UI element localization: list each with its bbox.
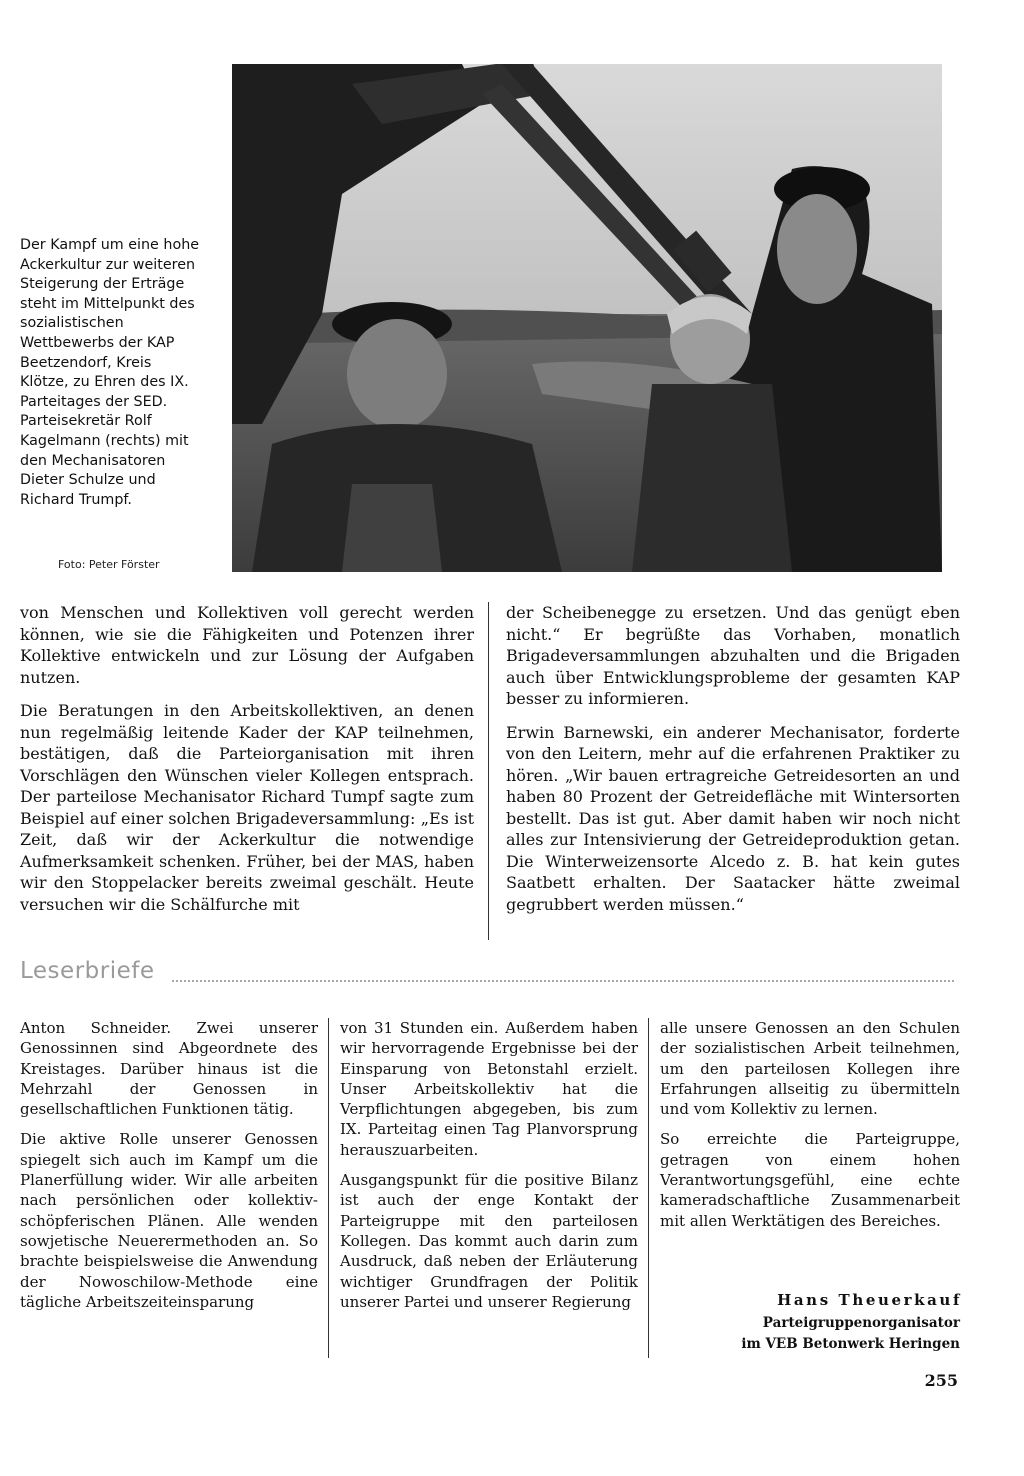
- letter-paragraph: Anton Schneider. Zwei unserer Genossinnen sind Abgeordnete des Kreistages. Darüber hinaus ist die Mehrzahl der Genossen in gesellschaftlichen Funktionen tätig.: [20, 1019, 318, 1119]
- page-number: 255: [924, 1371, 958, 1390]
- article-column-right: [506, 602, 960, 915]
- article-right-paragraph: der Scheibenegge zu ersetzen. Und das genügt eben nicht.“ Er begrüßte das Vorhaben, monatlich Brigadeversammlungen abzuhalten und die Brigaden auch über Entwicklungsprobleme der gesamten KAP besser zu informieren.: [506, 603, 960, 708]
- signature-title-line: Parteigruppenorganisator: [762, 1315, 960, 1331]
- letter-paragraph: von 31 Stunden ein. Außerdem haben wir hervorragende Ergebnisse bei der Einsparung von Betonstahl erzielt. Unser Arbeitskollektiv hat die Verpflichtungen abgegeben, bis zum IX. Parteitag einen Tag Planvorsprung herauszuarbeiten.: [340, 1019, 638, 1159]
- photo-credit: Foto: Peter Förster: [58, 558, 160, 571]
- letter-paragraph: Die aktive Rolle unserer Genossen spiegelt sich auch im Kampf um die Planerfüllung wider. Wir alle arbeiten nach persönlichen oder kollektiv-schöpferischen Plänen. Alle wenden sowjetische Neuerermethoden an. So brachte beispielsweise die Anwendung der Nowoschilow-Methode eine tägliche Arbeitszeiteinsparung: [20, 1130, 318, 1311]
- photo-caption: [20, 236, 202, 510]
- letter-paragraph: alle unsere Genossen an den Schulen der sozialistischen Arbeit teilnehmen, um den parteilosen Kollegen ihre Erfahrungen allseitig zu übermitteln und vom Kollektiv zu lernen.: [660, 1019, 960, 1119]
- article-column-left: [20, 602, 474, 915]
- photograph-illustration: [232, 64, 942, 572]
- heading-rule: [172, 980, 954, 982]
- signature-name: Hans Theuerkauf: [777, 1291, 962, 1309]
- letter-column-1: [20, 1018, 318, 1322]
- letter-column-3: [660, 1018, 960, 1241]
- signature-title: [741, 1313, 960, 1354]
- article-left-paragraph: von Menschen und Kollektiven voll gerecht werden können, wie sie die Fähigkeiten und Potenzen ihrer Kollektive entwickeln und zur Lösung der Aufgaben nutzen.: [20, 603, 474, 687]
- photograph: [232, 64, 942, 572]
- column-divider: [648, 1018, 649, 1358]
- letter-paragraph: So erreichte die Parteigruppe, getragen von einem hohen Verantwortungsgefühl, eine echte kameradschaftliche Zusammenarbeit mit allen Werktätigen des Bereiches.: [660, 1130, 960, 1230]
- signature-title-line: im VEB Betonwerk Heringen: [741, 1335, 960, 1352]
- letter-paragraph: Ausgangspunkt für die positive Bilanz ist auch der enge Kontakt der Parteigruppe mit den parteilosen Kollegen. Das kommt auch darin zum Ausdruck, daß neben der Erläuterung wichtiger Grundfragen der Politik unserer Partei und unserer Regierung: [340, 1171, 638, 1311]
- letter-column-2: [340, 1018, 638, 1322]
- article-right-paragraph: Erwin Barnewski, ein anderer Mechanisator, forderte von den Leitern, mehr auf die erfahrenen Praktiker zu hören. „Wir bauen ertragreiche Getreidesorten an und haben 80 Prozent der Getreidefläche mit Wintersorten bestellt. Das ist gut. Aber damit haben wir noch nicht alles zur Intensivierung der Getreideproduktion getan. Die Winterweizensorte Alcedo z. B. hat kein gutes Saatbett erhalten. Der Saatacker hätte zweimal gegrubbert werden müssen.“: [506, 722, 960, 914]
- article-left-paragraph: Die Beratungen in den Arbeitskollektiven, an denen nun regelmäßig leitende Kader der KAP teilnehmen, bestätigen, daß die Parteiorganisation mit ihren Vorschlägen den Wünschen vieler Kollegen entsprach. Der parteilose Mechanisator Richard Tumpf sagte zum Beispiel auf einer solchen Brigadeversammlung: „Es ist Zeit, daß wir der Ackerkultur die notwendige Aufmerksamkeit schenken. Früher, bei der MAS, haben wir den Stoppelacker bereits zweimal geschält. Heute versuchen wir die Schälfurche mit: [20, 701, 474, 914]
- column-divider: [488, 602, 489, 940]
- photo-caption-text: Der Kampf um eine hohe Ackerkultur zur weiteren Steigerung der Erträge steht im Mittelpunkt des sozialistischen Wettbewerbs der KAP Beetzendorf, Kreis Klötze, zu Ehren des IX. Parteitages der SED. Parteisekretär Rolf Kagelmann (rechts) mit den Mechanisatoren Dieter Schulze und Richard Trumpf.: [20, 237, 200, 508]
- column-divider: [328, 1018, 329, 1358]
- section-heading: Leserbriefe: [20, 958, 155, 984]
